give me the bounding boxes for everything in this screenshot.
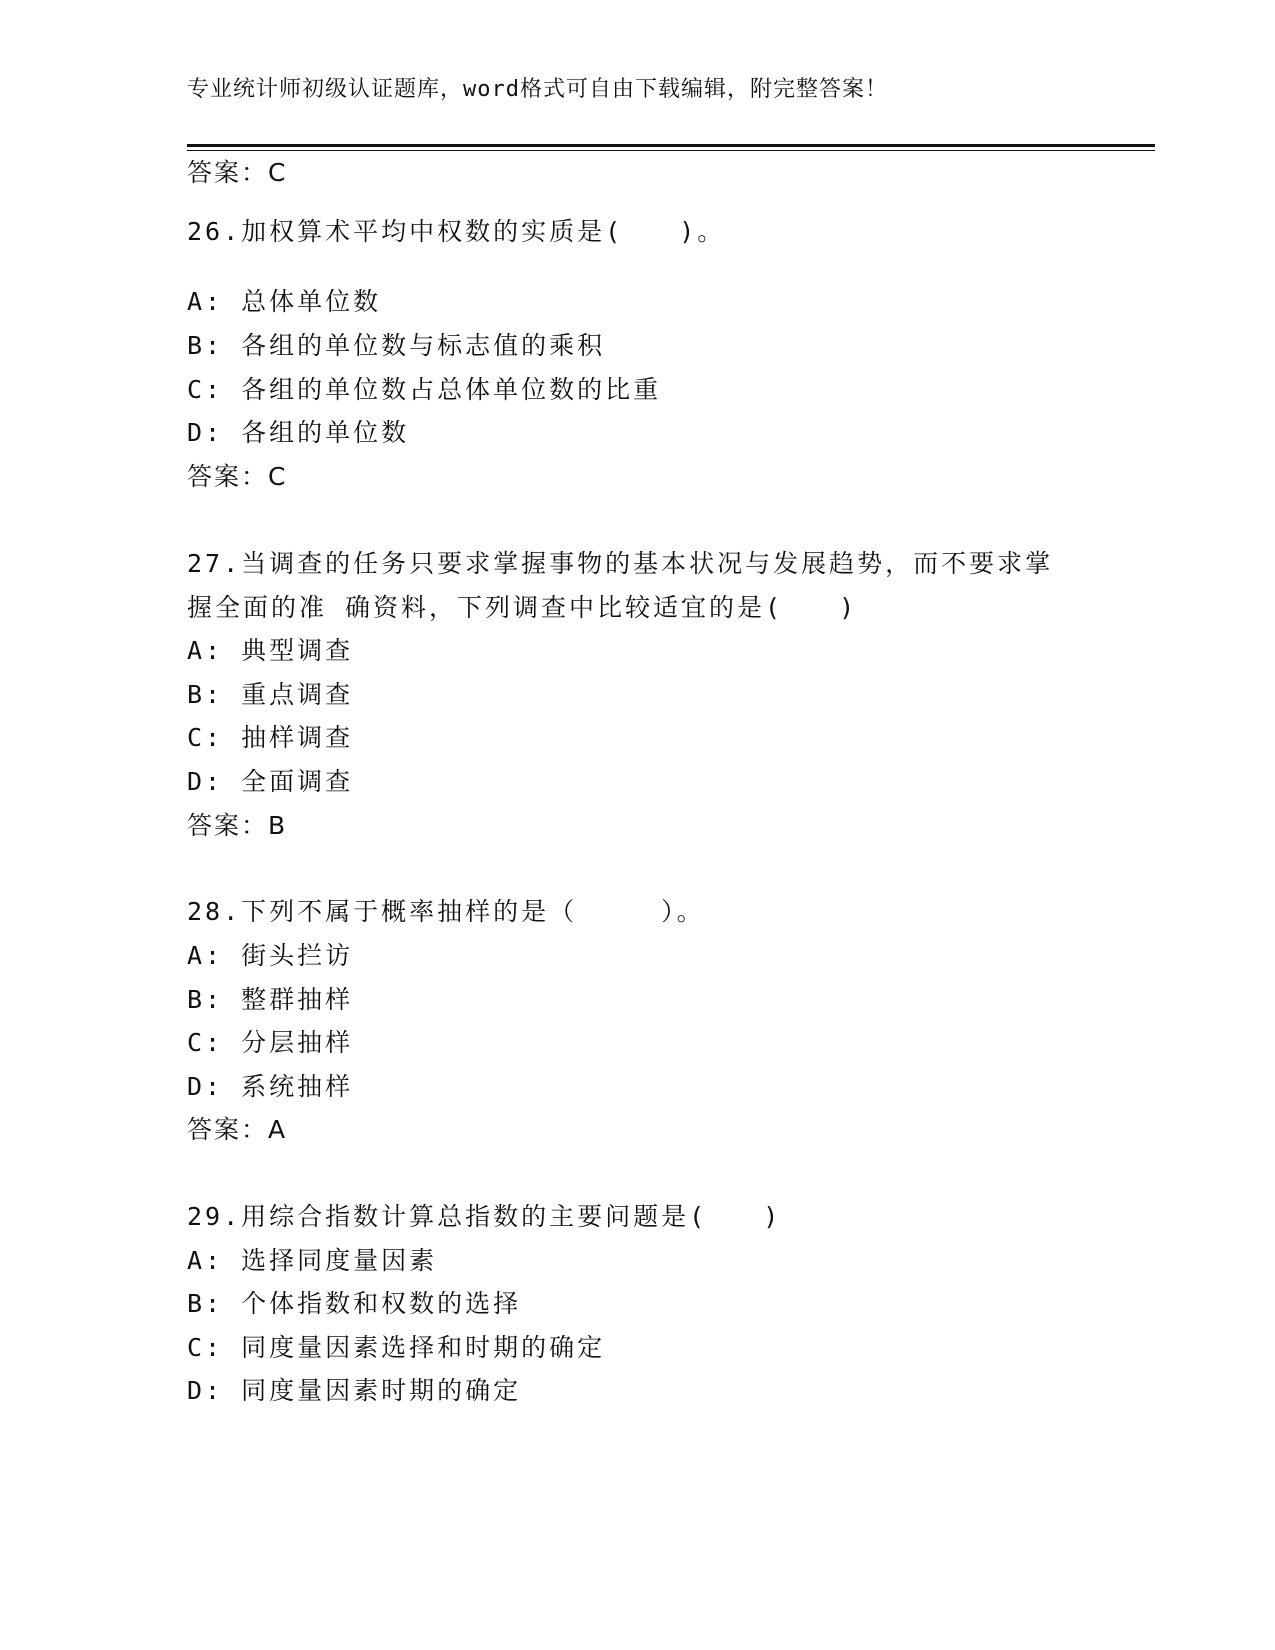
question-28-answer: 答案：A xyxy=(187,1115,288,1144)
question-27-stem-line1: 27.当调查的任务只要求掌握事物的基本状况与发展趋势，而不要求掌 xyxy=(187,549,1054,578)
question-28-option-d: D: 系统抽样 xyxy=(187,1072,354,1101)
question-27-option-a: A: 典型调查 xyxy=(187,636,354,665)
question-29-option-c: C: 同度量因素选择和时期的确定 xyxy=(187,1333,606,1362)
page-header: 专业统计师初级认证题库，word格式可自由下载编辑，附完整答案！ xyxy=(187,77,888,102)
question-28-option-c: C: 分层抽样 xyxy=(187,1028,354,1057)
question-29-option-b: B: 个体指数和权数的选择 xyxy=(187,1289,522,1318)
question-28-option-b: B: 整群抽样 xyxy=(187,985,354,1014)
question-26-option-d: D: 各组的单位数 xyxy=(187,418,410,447)
question-26-option-a: A: 总体单位数 xyxy=(187,287,382,316)
header-rule-thick xyxy=(187,144,1155,147)
question-27-stem-line2: 握全面的准 确资料，下列调查中比较适宜的是( ) xyxy=(187,593,858,622)
question-26-answer: 答案：C xyxy=(187,462,288,491)
question-29-option-d: D: 同度量因素时期的确定 xyxy=(187,1376,522,1405)
question-27-option-c: C: 抽样调查 xyxy=(187,723,354,752)
question-27-option-d: D: 全面调查 xyxy=(187,767,354,796)
question-26-option-b: B: 各组的单位数与标志值的乘积 xyxy=(187,331,606,360)
question-26-option-c: C: 各组的单位数占总体单位数的比重 xyxy=(187,375,662,404)
question-29-stem: 29.用综合指数计算总指数的主要问题是( ) xyxy=(187,1202,782,1231)
question-28-option-a: A: 街头拦访 xyxy=(187,941,354,970)
question-29-option-a: A: 选择同度量因素 xyxy=(187,1246,438,1275)
question-27-answer: 答案：B xyxy=(187,811,288,840)
answer-previous: 答案：C xyxy=(187,158,288,187)
header-rule-thin xyxy=(187,150,1155,151)
question-28-stem: 28.下列不属于概率抽样的是（ ）。 xyxy=(187,897,705,926)
question-27-option-b: B: 重点调查 xyxy=(187,680,354,709)
question-26-stem: 26.加权算术平均中权数的实质是( )。 xyxy=(187,217,726,246)
